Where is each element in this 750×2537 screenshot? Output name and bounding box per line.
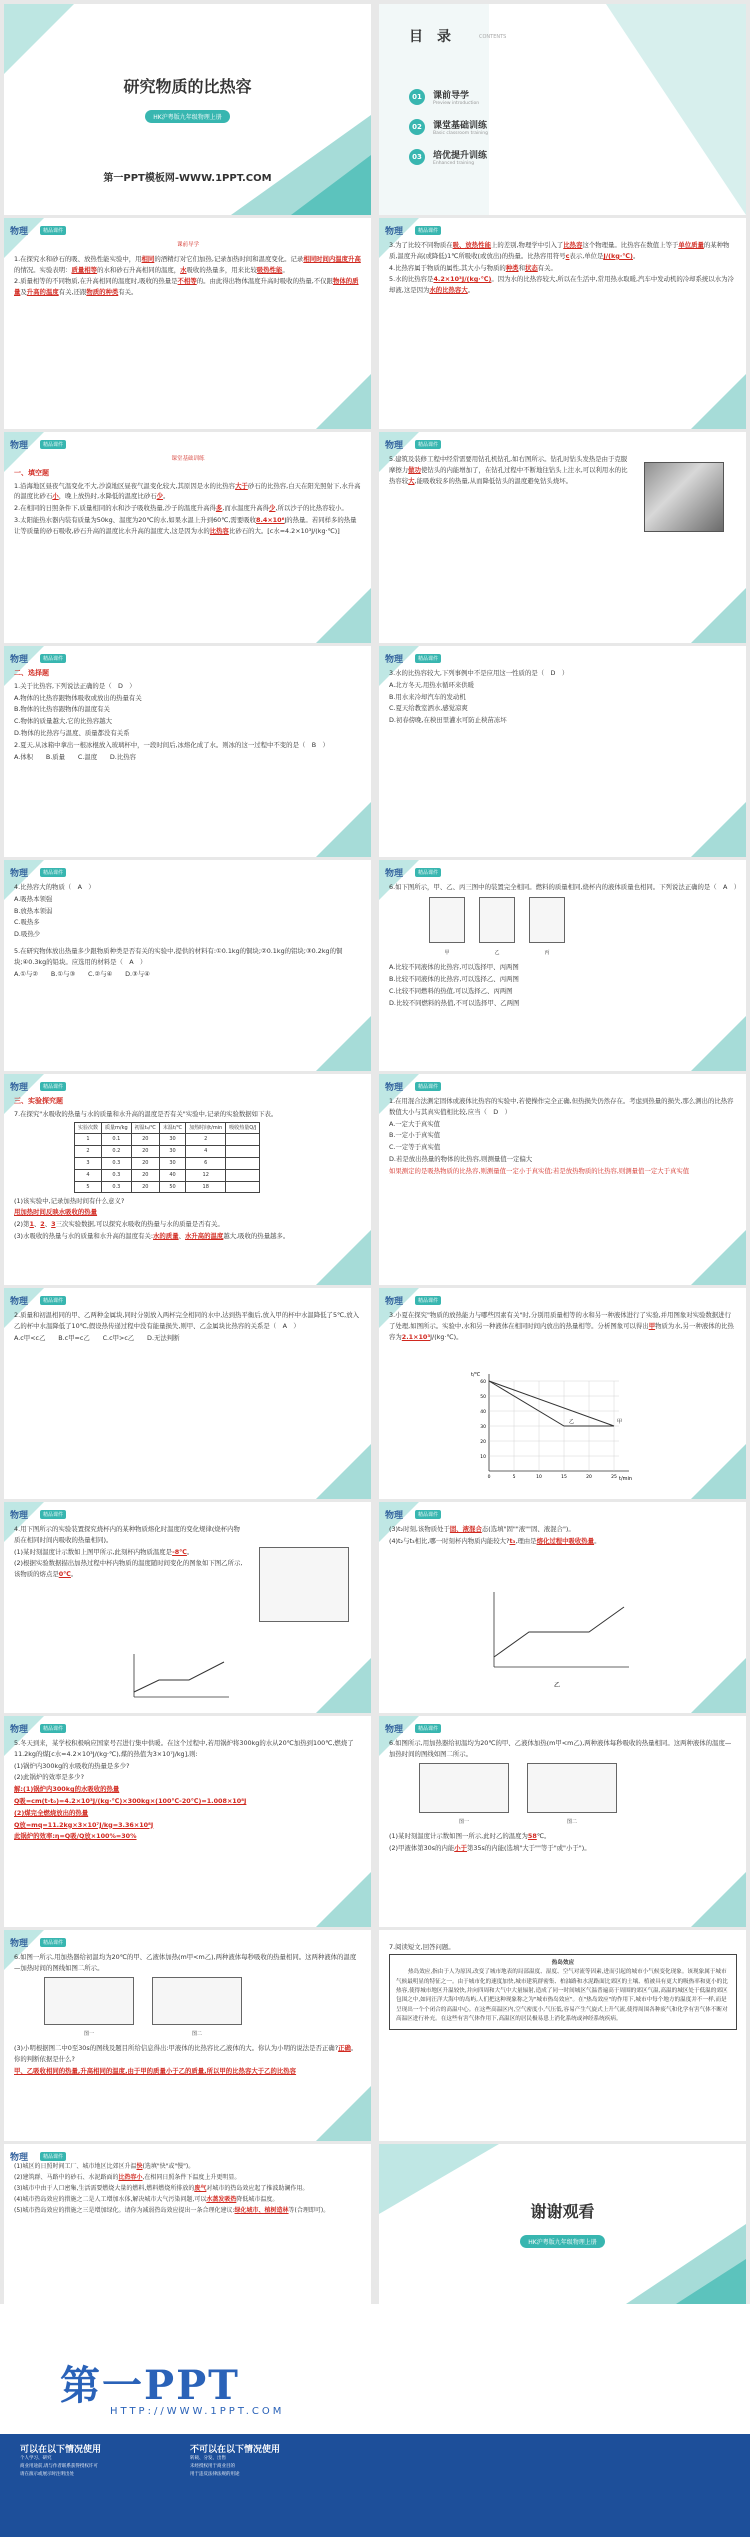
toc-en: Enhanced training [433, 161, 475, 166]
answer-2: (2)建筑群、马路中的砂石、水泥路面的比热容小,在相同日照条件下温度上升更明显。 [14, 2174, 241, 2181]
brand-tag: 精品课件 [415, 440, 441, 449]
question-1: 1.在用混合法测定固体或液体比热容的实验中,若使操作完全正确,但热损失仍然存在。考虑到热量的损失,那么测出的比热容数值大小与其真实值相比较,应当（ D ） [389, 1097, 734, 1116]
question-3: 3.为了比较不同物质在吸、放热性能上的差别,物理学中引入了比热容这个物理量。比热容在数值上等于单位质量的某种物质,温度升高(或降低)1℃所吸收(或放出)的热量。比热容用符号c表示,单位是J/(kg·℃)。 [389, 241, 730, 260]
explanation: 如果测定的是吸热物质的比热容,则测量值一定小于真实值;若是放热物质的比热容,则测量值一定大于真实值 [389, 1166, 690, 1175]
series-label: 乙 [569, 1419, 575, 1425]
question-7: 7.在探究"水吸收的热量与水的质量和水升高的温度是否有关"实验中,记录的实验数据如下表。 [14, 1109, 278, 1118]
option: C.夏天给教室洒水,感觉凉爽 [389, 704, 468, 713]
brand-tag: 精品课件 [40, 1296, 66, 1305]
brand-tag: 精品课件 [415, 654, 441, 663]
brand-logo: 物理 [10, 1939, 29, 1949]
fig-label: 甲 [444, 949, 450, 956]
series-label: 甲 [617, 1419, 623, 1425]
toc-item-2[interactable] [409, 118, 488, 136]
option: B.比较不同液体的比热容,可以选择乙、丙两图 [389, 975, 519, 984]
slide-thanks [379, 2144, 746, 2304]
question-2: 2.质量和初温相同的甲、乙两种金属块,同时分别放入两杯完全相同的水中,达到热平衡后,放入甲的杯中水温降低了5℃,放入乙的杯中水温降低了10℃,假设热传递过程中没有能量损失,则甲、乙金属块比热容的关系是（ A ） [14, 1311, 359, 1330]
reading-title: 热岛效应 [551, 1959, 575, 1966]
answer-3: (3)小明根据图二中0至30s的图线及题目所给信息得出:甲液体的比热容比乙液体的大。你认为小明的说法是否正确?正确。你的判断依据是什么? [14, 2044, 358, 2063]
question-7: 7.阅读短文,回答问题。 [389, 1943, 455, 1951]
burner-figures [429, 897, 737, 959]
slide-reading [379, 1930, 746, 2141]
y-tick: 20 [480, 1440, 486, 1445]
option: C.吸热多 [14, 918, 40, 927]
footer-banner [0, 2304, 750, 2537]
question-2: 2.在相同的日照条件下,质量相同的水和沙子吸收热量,沙子的温度升高得多,而水温度升高得少,所以沙子的比热容较小。 [14, 504, 348, 513]
brand-logo: 物理 [385, 869, 404, 879]
options: A.体积 B.质量 C.温度 D.比热容 [14, 752, 137, 761]
answer-2: (2)甲液体第30s的内能小于第35s的内能(选填"大于""等于"或"小于")。 [389, 1843, 591, 1852]
toc-label: 培优提升训练 [433, 151, 488, 161]
x-tick: 5 [512, 1475, 516, 1480]
grade-pill: HK沪粤版九年级物理上册 [145, 110, 229, 123]
toc-en: Preview introduction [433, 101, 480, 106]
y-axis-label: t/℃ [471, 1372, 481, 1378]
answer-4: (4)t₂与t₃相比,哪一时刻杯内物质内能较大?t₃,理由是熔化过程中吸收热量。 [389, 1536, 601, 1545]
slide-enhance-3 [379, 1288, 746, 1499]
beaker-figure [259, 1547, 349, 1622]
answer-3: (3)水吸收的热量与水的质量和水升高的温度有关:水的质量、水升高的温度越大,吸收的热量越多。 [14, 1231, 290, 1240]
usage-allowed: 可以在以下情况使用 个人学习、研究 商业用途前,请与作者联系获得授权许可 请在演示或展示时注明出处 [20, 2445, 102, 2477]
thanks-title: 谢谢观看 [530, 2202, 595, 2221]
x-tick: 0 [487, 1475, 491, 1480]
brand-logo: 物理 [385, 1083, 404, 1093]
slide-enhance-2 [4, 1288, 371, 1499]
solution: (2)煤完全燃烧放出的热量 [14, 1808, 89, 1817]
heating-figures: 图一 图二 [44, 1977, 362, 2041]
answer-2: (2)第1、2、3三次实验数据,可以探究水吸收的热量与水的质量是否有关。 [14, 1219, 224, 1228]
toc-heading: 目 录 [409, 29, 451, 45]
y-tick: 60 [480, 1380, 486, 1385]
slide-toc [379, 4, 746, 215]
toc-num: 02 [409, 119, 425, 135]
sub-question: (2)此锅炉的效率是多少? [14, 1773, 84, 1782]
answer-1: (1)某时刻温度计示数如上图甲所示,此刻杯内物质温度是-8℃。 [14, 1547, 194, 1556]
grade-pill: HK沪粤版九年级物理上册 [520, 2235, 604, 2248]
footer-logo: 第一PPT [60, 2362, 240, 2409]
question-5: 5.冬天到来，某学校积极响应国家号召进行集中供暖。在这个过程中,若用锅炉将300kg的水从20℃加热到100℃,燃烧了11.2kg的煤[c水=4.2×10³J/(kg·℃),煤的热值为3×10⁷J/kg],则: [14, 1739, 354, 1758]
question-1: 1.沿海地区昼夜气温变化不大,沙漠地区昼夜气温变化较大,其原因是水的比热容大于砂石的比热容,白天在阳光照射下,水升高的温度比砂石小，晚上放热时,水降低的温度比砂石少。 [14, 481, 361, 501]
section-header: 课前导学 [176, 242, 199, 248]
brand-tag: 精品课件 [40, 440, 66, 449]
solution: Q放=mq=11.2kg×3×10⁷J/kg=3.36×10⁸J [14, 1820, 154, 1829]
slide-reading-answers [4, 2144, 371, 2304]
brand-logo: 物理 [10, 655, 29, 665]
toc-en: Basic classroom training [433, 131, 489, 136]
options: A.①与② B.①与③ C.②与④ D.③与④ [14, 969, 150, 978]
slide-basic-4 [379, 646, 746, 857]
slide-basic-1 [4, 432, 371, 643]
brand-logo: 物理 [10, 1725, 29, 1735]
option: D.若是放出热量的物体的比热容,则测量值一定偏大 [389, 1154, 533, 1163]
section-title: 一、填空题 [14, 468, 49, 477]
toc-heading-en: CONTENTS [479, 34, 507, 40]
usage-forbidden: 不可以在以下情况使用 转载、分发、出售 未经授权用于商业目的 用于违反法律法规的用途 [190, 2445, 281, 2477]
melting-graph [479, 1587, 639, 1697]
brand-tag: 精品课件 [415, 1724, 441, 1733]
series-line-jia [489, 1381, 614, 1426]
brand-logo: 物理 [10, 441, 29, 451]
section-title: 二、选择题 [14, 669, 49, 677]
brand-logo: 物理 [385, 1725, 404, 1735]
brand-tag: 精品课件 [40, 868, 66, 877]
answer-3: (3)城市中由于人口密集,生活需要燃烧大量的燃料,燃料燃烧所排放的废气对城市的热岛效应起了推波助澜作用。 [14, 2185, 309, 2192]
toc-item-1[interactable] [409, 88, 479, 106]
slide-enhance-6 [4, 1716, 371, 1927]
option: C.比较不同燃料的热值,可以选择乙、丙两图 [389, 986, 513, 995]
solution: 此锅炉的效率:η=Q吸/Q放×100%=30% [14, 1832, 137, 1841]
brand-logo: 物理 [385, 441, 404, 451]
option: A.吸热本领强 [14, 894, 53, 903]
toc-num: 01 [409, 89, 425, 105]
x-tick: 25 [611, 1475, 617, 1480]
table-row: 4 0.3 20 40 12 [75, 1169, 260, 1181]
table-row: 2 0.2 20 30 4 [75, 1146, 260, 1158]
options: A.c甲<c乙 B.c甲=c乙 C.c甲>c乙 D.无法判断 [14, 1333, 180, 1342]
heating-figures: 图一 图二 [419, 1763, 737, 1829]
slide-cover [4, 4, 371, 215]
question-2: 2.夏天,从冰箱中拿出一根冰棍放入玻璃杯中，一段时间后,冰熔化成了水。则冰的这一过程中不变的是（ B ） [14, 740, 329, 749]
reading-body: 热岛效应,指由于人为原因,改变了城市地表的局部温度、湿度、空气对流等因素,进而引起的城市小气候变化现象。该现象属于城市气候最明显的特征之一。由于城市化的速度加快,城市建筑群密集、柏油路和水泥路面比郊区的土壤、植被具有更大的吸热率和更小的比热容,使得城市地区升温较快,并向四周和大气中大量辐射,造成了同一时间城区气温普遍高于周围的郊区气温,高温的城区处于低温的郊区包围之中,如同汪洋大海中的岛屿,人们把这种现象称之为"城市热岛效应"。在"热岛效应"的作用下,城市中每个地方的温度并不一样,而是呈现出一个个闭合的高温中心。在这些高温区内,空气密度小,气压低,容易产生气旋式上升气流,使得周围各种废气和化学有害气体不断对高温区进行补充。在这些有害气体作用下,高温区的居民极易患上消化系统或神经系统疾病。 [396, 1969, 728, 2023]
y-tick: 30 [480, 1425, 486, 1430]
toc-label: 课前导学 [433, 91, 470, 101]
slide-basic-7 [4, 1074, 371, 1285]
footer-url[interactable]: HTTP://WWW.1PPT.COM [110, 2406, 285, 2417]
slide-basic-3 [4, 646, 371, 857]
x-tick: 15 [561, 1475, 567, 1480]
fig-label: 乙 [554, 1682, 561, 1689]
option: D.物体的比热容与温度、质量都没有关系 [14, 728, 130, 737]
slide-preview-1 [4, 218, 371, 429]
answer-1: (1)某时刻温度计示数如图一所示,此时乙的温度为58℃。 [389, 1832, 551, 1841]
question-5: 5.建筑及装修工程中经常需要用钻孔机钻孔,如右图所示。钻孔时钻头发热是由于克服摩擦力做功使钻头的内能增加了，在钻孔过程中不断地往钻头上注水,可以利用水的比热容较大,能吸收较多的热量,从而降低钻头的温度避免钻头烧坏。 [389, 455, 628, 485]
brand-tag: 精品课件 [40, 226, 66, 235]
option: D.初春傍晚,在秧田里灌水可防止秧苗冻坏 [389, 716, 507, 725]
answer-1: (1)该实验中,记录加热时间有什么意义? 用加热时间反映水吸收的热量 [14, 1197, 125, 1217]
y-tick: 10 [480, 1455, 486, 1460]
brand-tag: 精品课件 [415, 1296, 441, 1305]
x-axis-label: t/min [619, 1476, 633, 1482]
melting-graph [124, 1652, 234, 1707]
x-tick: 20 [586, 1475, 592, 1480]
option: B.一定小于真实值 [389, 1131, 441, 1140]
slide-basic-5 [4, 860, 371, 1071]
decor-triangle [291, 155, 371, 215]
question-1: 1.在探究水和砂石的吸、放热性能实验中，用相同的酒精灯对它们加热,记录加热时间和温度变化。记录相同时间内温度升高的情况。实验表明：质量相等的水和砂石升高相同的温度，水吸收的热量多，用来比较吸热性能。 [14, 254, 361, 274]
brand-logo: 物理 [385, 227, 404, 237]
solution: 解:(1)锅炉内300kg的水吸收的热量 [14, 1785, 120, 1794]
slide-enhance-7 [379, 1716, 746, 1927]
brand-logo: 物理 [10, 1511, 29, 1521]
brand-logo: 物理 [10, 227, 29, 237]
toc-num: 03 [409, 149, 425, 165]
slide-basic-6 [379, 860, 746, 1071]
question-6: 6.如图一所示,用加热器给初温均为20℃的甲、乙液体加热(m甲<m乙),两种液体每秒吸收的热量相同。这两种液体的温度—加热时间的图线如图二所示。 [14, 1953, 357, 1972]
option: D.吸热少 [14, 930, 41, 939]
option: A.物体的比热容跟物体吸收或放出的热量有关 [14, 693, 142, 702]
section-header: 课堂基础训练 [171, 456, 205, 462]
slide-preview-2 [379, 218, 746, 429]
table-row: 5 0.3 20 50 18 [75, 1181, 260, 1193]
option: C.一定等于真实值 [389, 1143, 441, 1152]
brand-tag: 精品课件 [40, 654, 66, 663]
brand-tag: 精品课件 [40, 1938, 66, 1947]
table-header-row: 实验次数 质量m/kg 初温t₀/℃ 末温t/℃ 加热时间t/min 吸收热量Q/J [75, 1122, 260, 1134]
question-4: 4.比热容属于物质的属性,其大小与物质的种类和状态有关。 [389, 263, 557, 272]
option: A.北方冬天,用热水循环来供暖 [389, 680, 475, 689]
brand-logo: 物理 [385, 1297, 404, 1307]
solution: Q吸=cm(t-t₀)=4.2×10³J/(kg·℃)×300kg×(100℃-20℃)=1.008×10⁸J [14, 1796, 247, 1805]
question-3: 3.太阳能热水器内装有质量为50kg、温度为20℃的水,如果水温上升到60℃,需要吸收8.4×10⁶J的热量。若同样多的热量让等质量的砂石吸收,砂石升高的温度比水升高的温度大,这是因为水的比热容比砂石的大。[c水=4.2×10³J/(kg·℃)] [14, 515, 357, 535]
toc-item-3[interactable] [409, 148, 487, 166]
y-tick: 50 [480, 1395, 486, 1400]
sub-question: (1)锅炉内300kg的水吸收的热量是多少? [14, 1761, 130, 1770]
option: A.一定大于真实值 [389, 1119, 441, 1128]
question-1: 1.关于比热容,下列说法正确的是（ D ） [14, 681, 136, 690]
reading-box [389, 1954, 737, 2030]
slide-basic-2 [379, 432, 746, 643]
brand-tag: 精品课件 [415, 1082, 441, 1091]
question-3: 3.水的比热容较大,下列事例中不是应用这一性质的是（ D ） [389, 669, 569, 677]
option: C.物体的质量越大,它的比热容越大 [14, 717, 112, 726]
y-tick: 40 [480, 1410, 486, 1415]
brand-tag: 精品课件 [415, 868, 441, 877]
brand-logo: 物理 [10, 2153, 29, 2163]
question-4: 4.比热容大的物质（ A ） [14, 883, 95, 891]
brand-tag: 精品课件 [40, 2152, 66, 2161]
question-5: 5.水的比热容是4.2×10³J/(kg·℃)。因为水的比热容较大,所以在生活中,常用热水取暖,汽车中发动机的冷却系统以水为冷却液,这是因为水的比热容大。 [389, 275, 734, 295]
fig-label: 乙 [494, 949, 500, 956]
answer-5: (5)城市热岛效应的措施之三是增加绿化。请你为减弱热岛效应提出一条合理化建议:绿化城市、植树造林等(合理即可)。 [14, 2207, 330, 2214]
slide-enhance-8 [4, 1930, 371, 2141]
decor-triangle [4, 4, 74, 74]
brand-logo: 物理 [10, 869, 29, 879]
table-row: 3 0.3 20 30 6 [75, 1157, 260, 1169]
x-tick: 10 [536, 1475, 542, 1480]
table-row: 1 0.1 20 30 2 [75, 1134, 260, 1146]
section-title: 三、实验探究题 [14, 1097, 63, 1105]
option: D.比较不同燃料的热值,不可以选择甲、乙两图 [389, 998, 520, 1007]
cooling-chart [469, 1366, 639, 1486]
question-6: 6.如下图所示，甲、乙、丙三图中的装置完全相同。燃料的质量相同,烧杯内的液体质量也相同。下列说法正确的是（ A ） [389, 883, 741, 891]
drill-photo [644, 462, 724, 532]
option: B.放热本领弱 [14, 906, 53, 915]
brand-tag: 精品课件 [40, 1510, 66, 1519]
slide-enhance-1 [379, 1074, 746, 1285]
answer-4: (4)城市热岛效应的措施之二是人工增加水体,解决城市大气污染问题,可以水蒸发吸热降低城市温度。 [14, 2196, 279, 2203]
site-text: 第一PPT模板网-WWW.1PPT.COM [103, 173, 272, 184]
question-2: 2.质量相等的不同物质,在升高相同的温度时,吸收的热量是不相等的。由此得出物体温度升高时吸收的热量,不仅跟物体的质量及升高的温度有关,还跟物质的种类有关。 [14, 277, 359, 297]
answer-1: (1)城区的日照时间工厂、城市地区比郊区升温快(选填"快"或"慢")。 [14, 2163, 195, 2170]
question-3: 3.小夏在探究"物质的放热能力与哪些因素有关"时,分别用质量相等的水和另一种液体进行了实验,并用图象对实验数据进行了处理,如图所示。实验中,水和另一种液体在相同时间内放出的热量相等。分析图象可以得出甲物质为水,另一种液体的比热容为2.1×10³J/(kg·℃)。 [389, 1311, 734, 1341]
question-5: 5.在研究物体放出热量多少跟物质种类是否有关的实验中,提供的材料有:①0.1kg的铜块;②0.1kg的铝块;③0.2kg的铜块;④0.3kg的铅块。应选用的材料是（ A ） [14, 946, 343, 966]
answer-3: (3)t₂时刻,该物质处于固、液混合态(选填"固""液""固、液混合")。 [389, 1525, 575, 1533]
brand-tag: 精品课件 [40, 1082, 66, 1091]
answer-reason: 甲、乙吸收相同的热量,升高相同的温度,由于甲的质量小于乙的质量,所以甲的比热容大于乙的比热容 [14, 2066, 297, 2075]
brand-tag: 精品课件 [40, 1724, 66, 1733]
slide-enhance-5 [379, 1502, 746, 1713]
brand-tag: 精品课件 [415, 1510, 441, 1519]
data-table [74, 1122, 260, 1194]
fig-label: 丙 [544, 949, 550, 956]
option: B.用水来冷却汽车的发动机 [389, 692, 466, 701]
answer-2: (2)根据实验数据描出加热过程中杯内物质的温度随时间变化的图象如下图乙所示,该物质的熔点是0℃。 [14, 1559, 243, 1579]
cover-title: 研究物质的比热容 [123, 77, 252, 96]
brand-tag: 精品课件 [415, 226, 441, 235]
question-4: 4.用下图所示的实验装置探究烧杯内的某种物质熔化时温度的变化规律(烧杯内物质在相同时间内吸收的热量相同)。 [14, 1525, 240, 1544]
brand-logo: 物理 [10, 1083, 29, 1093]
footer-band [0, 2434, 750, 2537]
brand-logo: 物理 [10, 1297, 29, 1307]
option: B.物体的比热容跟物体的温度有关 [14, 705, 110, 714]
brand-logo: 物理 [385, 1511, 404, 1521]
question-6: 6.如图所示,用加热器给初温均为20℃的甲、乙液体加热(m甲<m乙),两种液体每秒吸收的热量相同。这两种液体的温度—加热时间的图线如图二所示。 [389, 1739, 732, 1758]
brand-logo: 物理 [385, 655, 404, 665]
slide-enhance-4 [4, 1502, 371, 1713]
option: A.比较不同液体的比热容,可以选择甲、丙两图 [389, 963, 519, 972]
toc-label: 课堂基础训练 [433, 121, 488, 131]
